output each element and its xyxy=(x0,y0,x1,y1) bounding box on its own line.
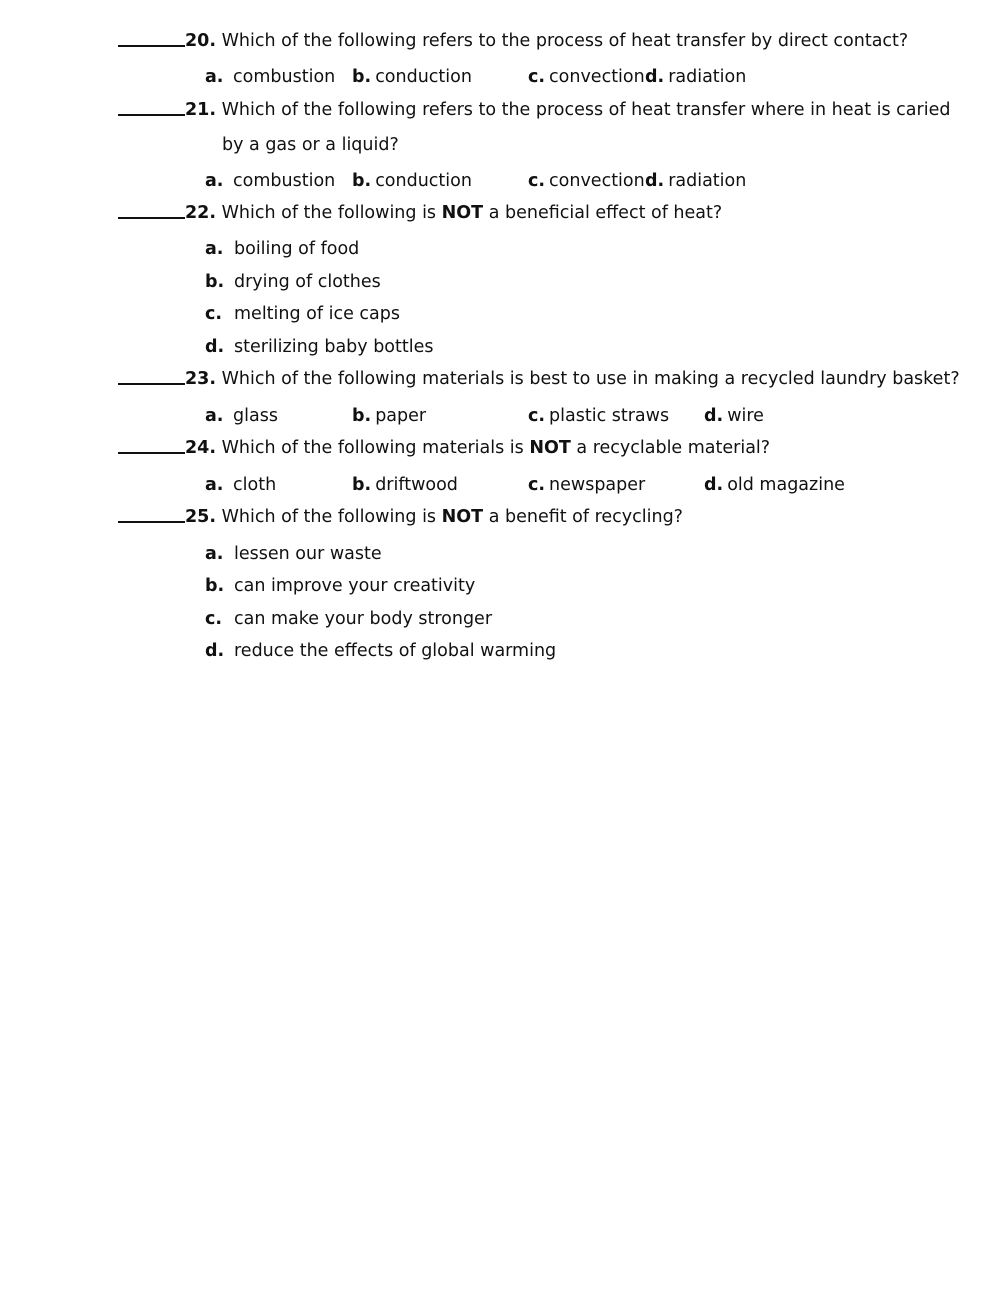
question-number: 20. xyxy=(185,31,217,51)
option-a[interactable]: a. combustion xyxy=(205,171,336,191)
option-c[interactable]: c. plastic straws xyxy=(528,406,670,426)
question-text: Which of the following refers to the process of heat transfer by direct contact? xyxy=(221,31,909,51)
question-text-pre: Which of the following materials is xyxy=(221,438,524,458)
question-text-post: a beneficial effect of heat? xyxy=(488,203,723,223)
option-d[interactable]: d. reduce the effects of global warming xyxy=(205,641,557,661)
option-c[interactable]: c. convection xyxy=(528,171,645,191)
option-a[interactable]: a. glass xyxy=(205,406,278,426)
question-text-pre: Which of the following is xyxy=(221,203,437,223)
question-text-pre: Which of the following is xyxy=(221,507,437,527)
question-text-continued: by a gas or a liquid? xyxy=(222,135,399,155)
answer-blank[interactable] xyxy=(118,452,185,454)
question-text-post: a recyclable material? xyxy=(576,438,771,458)
question-text-post: a benefit of recycling? xyxy=(488,507,683,527)
answer-blank[interactable] xyxy=(118,45,185,47)
emphasis-not: NOT xyxy=(529,438,571,458)
option-a[interactable]: a. cloth xyxy=(205,475,277,495)
option-a[interactable]: a. combustion xyxy=(205,67,336,87)
question-number: 25. xyxy=(185,507,217,527)
question-number: 24. xyxy=(185,438,217,458)
option-b[interactable]: b. driftwood xyxy=(352,475,458,495)
question-24 xyxy=(118,437,770,459)
option-d[interactable]: d. sterilizing baby bottles xyxy=(205,337,434,357)
question-20 xyxy=(118,30,908,52)
option-d[interactable]: d. old magazine xyxy=(704,475,845,495)
option-d[interactable]: d. radiation xyxy=(645,67,747,87)
option-a[interactable]: a. lessen our waste xyxy=(205,544,382,564)
option-c[interactable]: c. melting of ice caps xyxy=(205,304,400,324)
question-25 xyxy=(118,506,683,528)
answer-blank[interactable] xyxy=(118,521,185,523)
emphasis-not: NOT xyxy=(441,203,484,223)
option-d[interactable]: d. radiation xyxy=(645,171,747,191)
option-b[interactable]: b. can improve your creativity xyxy=(205,576,476,596)
option-b[interactable]: b. drying of clothes xyxy=(205,272,381,292)
question-number: 21. xyxy=(185,100,217,120)
question-number: 22. xyxy=(185,203,217,223)
question-21 xyxy=(118,99,950,121)
answer-blank[interactable] xyxy=(118,114,185,116)
answer-blank[interactable] xyxy=(118,383,185,385)
question-22 xyxy=(118,202,722,224)
answer-blank[interactable] xyxy=(118,217,185,219)
question-23 xyxy=(118,368,960,390)
option-a[interactable]: a. boiling of food xyxy=(205,239,360,259)
option-c[interactable]: c. convection xyxy=(528,67,645,87)
question-text: Which of the following materials is best to use in making a recycled laundry basket? xyxy=(221,369,960,389)
option-c[interactable]: c. newspaper xyxy=(528,475,646,495)
question-number: 23. xyxy=(185,369,217,389)
option-b[interactable]: b. conduction xyxy=(352,67,472,87)
option-b[interactable]: b. paper xyxy=(352,406,427,426)
question-text: Which of the following refers to the process of heat transfer where in heat is caried xyxy=(221,100,951,120)
option-b[interactable]: b. conduction xyxy=(352,171,472,191)
option-c[interactable]: c. can make your body stronger xyxy=(205,609,493,629)
option-d[interactable]: d. wire xyxy=(704,406,764,426)
emphasis-not: NOT xyxy=(441,507,484,527)
